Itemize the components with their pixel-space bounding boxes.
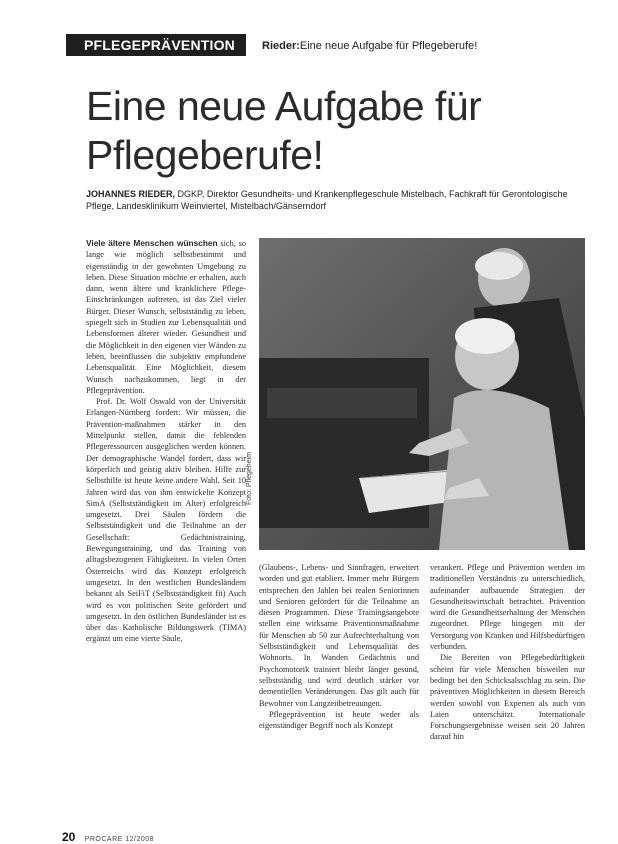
column-3 bbox=[430, 562, 585, 826]
paragraph: Die Bereiten von Pflegebedürftigkeit scheint für viele Menschen bisweilen nur bedingt bei den Schicksalsschlag zu sein. Die präventiven Möglichkeiten in diesem Bereich werden sowohl von Experten als auch von Laien unterschätzt. Internationale Forschungsergebnisse weisen seit 20 Jahren darauf hin bbox=[430, 653, 585, 742]
column-2 bbox=[259, 562, 419, 826]
byline bbox=[86, 188, 596, 212]
section-tag: PFLEGEPRÄVENTION bbox=[84, 37, 235, 53]
photo-credit: Foto: Pflegeheim bbox=[246, 452, 253, 505]
author-name: JOHANNES RIEDER, bbox=[86, 189, 176, 199]
paragraph: (Glaubens-, Lebens- und Sinnfragen, erweitert worden und gut etabliert. Immer mehr Bürgern entsprechen den Jahlen bei realen Seniorinnen und Senioren gefördert für die Teilnahme an diesen Programmen. Diese Trainingsangebote stellen eine wirksame Präventionsmaßnahme für Menschen ab 50 zur Aufrechterhaltung von Selbstständigkeit und Lebensqualität des Wohnorts. In Wanden Gedächtnis und Psychomotorik trainiert bleibt länger gesund, selbstständig und wird deutlich stärker vor dementiellen Veränderungen. Das gilt auch für Bewohner von Langzeitbetreuungen. bbox=[259, 563, 419, 708]
running-header-author: Rieder: bbox=[262, 40, 300, 52]
paragraph bbox=[86, 238, 246, 396]
lead-in: Viele ältere Menschen wünschen bbox=[86, 238, 218, 248]
article-photo bbox=[259, 238, 585, 550]
running-header bbox=[262, 40, 477, 52]
running-header-title: Eine neue Aufgabe für Pflegeberufe! bbox=[299, 40, 478, 52]
paragraph: verankert. Pflege und Prävention werden im traditionellen Verständnis zu unterschiedlich, aufeinander aufbauende Strategien der Gesundheitswirtschaft betrachtet. Prävention wird die Gesundheitserhaltung der Menschen zugeordnet. Pflege hingegen mit der Versorgung von Kranken und Hilfsbedürftigen verbunden. bbox=[430, 563, 585, 652]
author-bio: DGKP, Direktor Gesundheits- und Krankenpflegeschule Mistelbach, Fachkraft für Gerontologische Pflege, Landesklinikum Weinviertel, Mistelbach/Gänserndorf bbox=[86, 189, 568, 211]
photo-seniors-at-piano bbox=[259, 238, 585, 550]
paragraph: Prof. Dr. Wolf Oswald von der Universität Erlangen-Nürnberg fordert: Wir müssen, die Prävention-maßnahmen stärker in den Mittelpunkt stellen, damit die fehlenden Pflegeressourcen ausgeglichen werden können. Der demographische Wandel fordert, dass wir körperlich und geistig aktiv bleiben. Hilfe zur Selbsthilfe ist heute keine andere Wahl. Seit 10 Jahren wird das von ihm entwickelte Konzept SimA (Selbstständigkeit im Alter) erfolgreich umgesetzt. Drei Säulen fördern die Selbstständigkeit und die Teilnahme an der Gesellschaft: Gedächtnistraining, Bewegungstraining, und das Training von alltagsbezogenen Fähigkeiten. In vielen Orten Österreichs wird das Konzept erfolgreich umgesetzt. In den westlichen Bundesländern bekannt als SeiFiT (Selbstständigkeit fit) Auch wird es von politischen Seite gefördert und umgesetzt. In den östlichen Bundesländer ist es über das Katholische Bildungswerk (TIMA) ergänzt um eine vierte Säule, bbox=[86, 397, 246, 644]
column-1 bbox=[86, 238, 246, 823]
article-title: Eine neue Aufgabe für Pflegeberufe! bbox=[86, 83, 482, 178]
page-number: 20 bbox=[62, 830, 76, 844]
paragraph-text: sich, so lange wie möglich selbstbestimmt und eigenständig in der gewohnten Umgebung zu leben. Diese Situation möchte er erhalten, auch dann, wenn ältere und kranklichere Pflege- Einschränkungen auftreten, ist das Ziel vieler Bürger. Dieser Wunsch, selbstständig zu leben, spiegelt sich in Studien zur Lebensqualität und Lebensformen älterer wieder. Gesundheit und die Möglichkeit in den eigenen vier Wänden zu leben, beeinflussen die subjektiv empfundene Lebensqualität. Eine Möglichkeit, diesem Wunsch nachzukommen, liegt in der Pflegeprävention. bbox=[86, 239, 246, 395]
paragraph: Pflegeprävention ist heute weder als eigenständiger Begriff noch als Konzept bbox=[259, 709, 419, 731]
magazine-issue: PROCARE 12/2008 bbox=[84, 836, 155, 843]
